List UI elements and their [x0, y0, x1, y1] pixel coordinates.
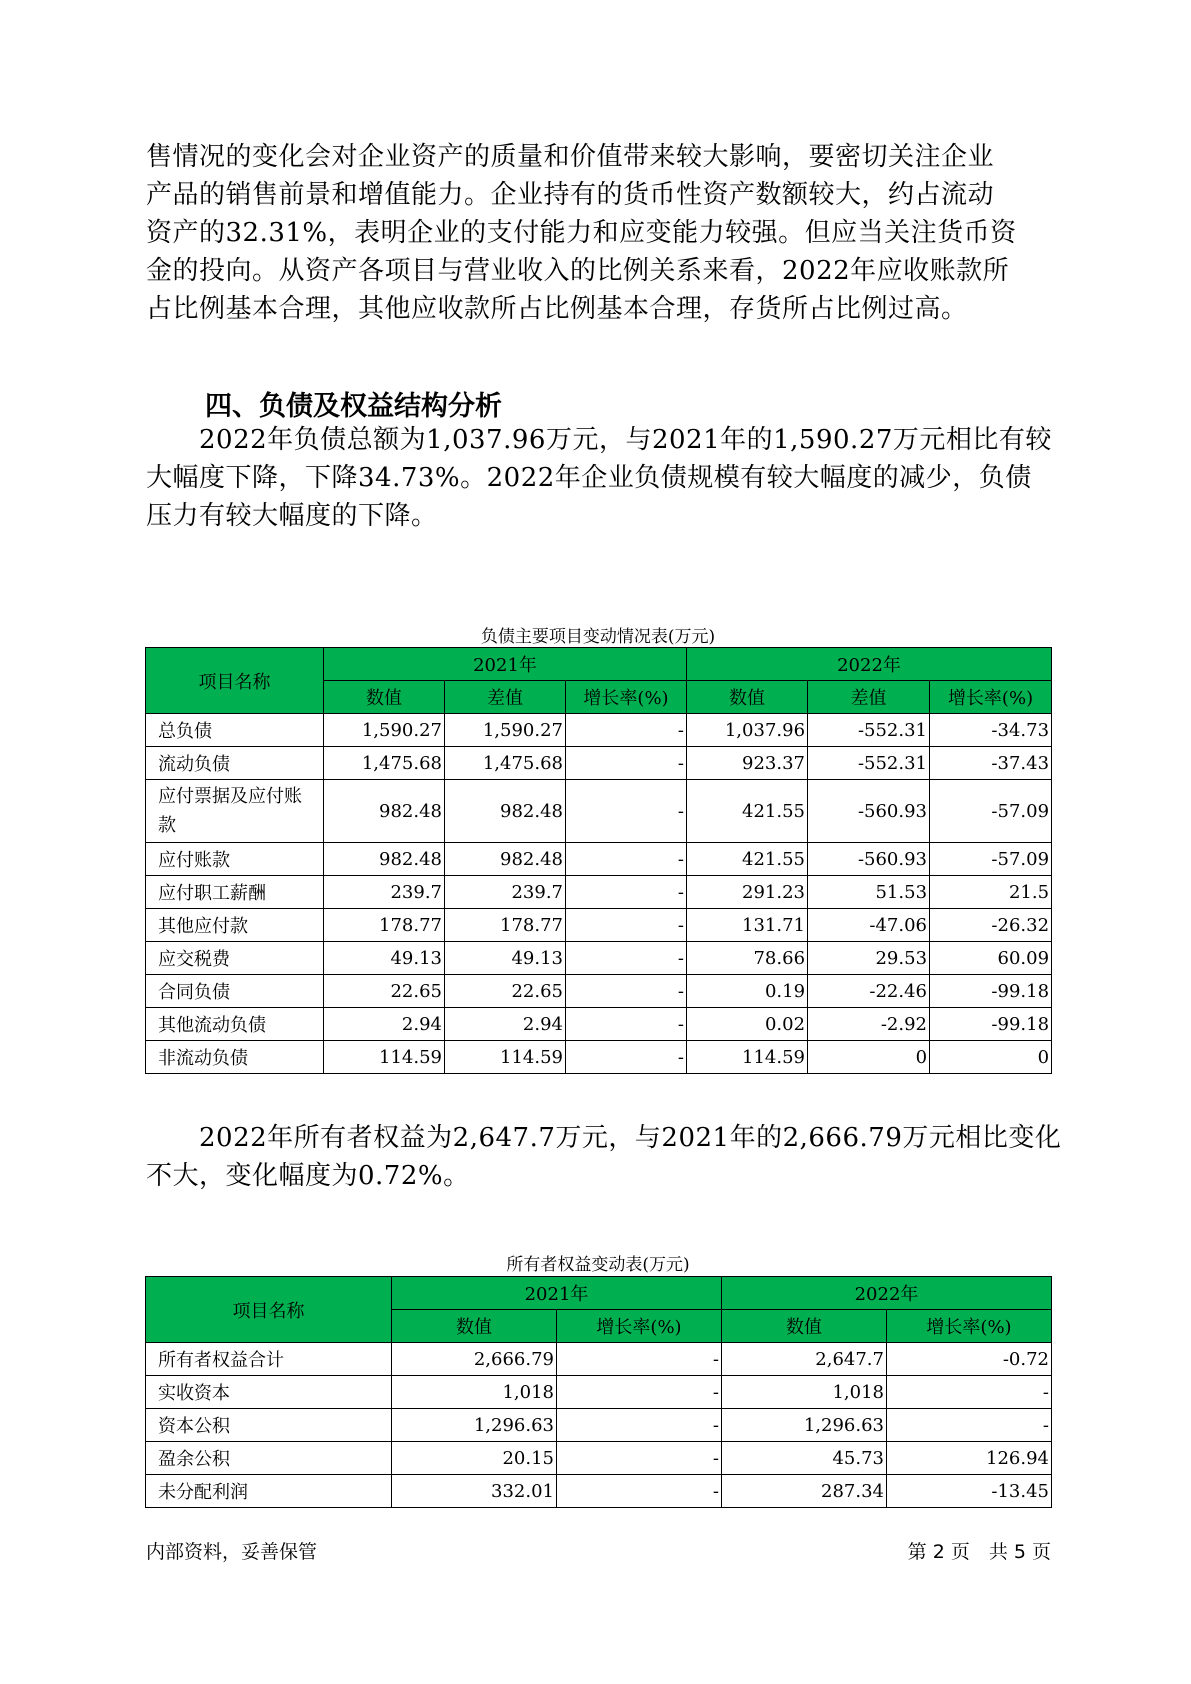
row-label: 其他应付款 — [146, 909, 324, 942]
liabilities-table — [145, 647, 1052, 1074]
cell-value: -560.93 — [808, 780, 930, 843]
cell-value: 45.73 — [722, 1442, 887, 1475]
cell-value: -26.32 — [930, 909, 1052, 942]
cell-value: 923.37 — [687, 747, 808, 780]
cell-value: 982.48 — [445, 843, 566, 876]
cell-value: 22.65 — [324, 975, 445, 1008]
table-row — [146, 1442, 1052, 1475]
paragraph-assets-summary — [146, 138, 1050, 328]
row-label: 未分配利润 — [146, 1475, 392, 1508]
cell-value: 1,475.68 — [324, 747, 445, 780]
cell-value: 1,590.27 — [445, 714, 566, 747]
cell-value: -0.72 — [887, 1343, 1052, 1376]
cell-value: 332.01 — [392, 1475, 557, 1508]
text-line: 占比例基本合理，其他应收款所占比例基本合理，存货所占比例过高。 — [146, 294, 968, 324]
column-header-growth-rate: 增长率(%) — [887, 1310, 1052, 1343]
table-row — [146, 1475, 1052, 1508]
row-label: 非流动负债 — [146, 1041, 324, 1074]
cell-value: 1,475.68 — [445, 747, 566, 780]
cell-value: 51.53 — [808, 876, 930, 909]
cell-value: 1,018 — [722, 1376, 887, 1409]
table-row — [146, 1376, 1052, 1409]
cell-value: -13.45 — [887, 1475, 1052, 1508]
text-line: 压力有较大幅度的下降。 — [146, 501, 438, 531]
cell-value: - — [557, 1409, 722, 1442]
cell-value: - — [566, 780, 687, 843]
cell-value: -560.93 — [808, 843, 930, 876]
cell-value: -57.09 — [930, 780, 1052, 843]
cell-value: 0.19 — [687, 975, 808, 1008]
cell-value: 287.34 — [722, 1475, 887, 1508]
cell-value: 131.71 — [687, 909, 808, 942]
cell-value: -37.43 — [930, 747, 1052, 780]
table-row — [146, 780, 1052, 843]
text-line: 售情况的变化会对企业资产的质量和价值带来较大影响，要密切关注企业 — [146, 142, 995, 172]
table-row — [146, 909, 1052, 942]
cell-value: 49.13 — [324, 942, 445, 975]
cell-value: - — [566, 747, 687, 780]
equity-table — [145, 1276, 1052, 1508]
cell-value: 982.48 — [445, 780, 566, 843]
table-row — [146, 1041, 1052, 1074]
row-label: 应付职工薪酬 — [146, 876, 324, 909]
cell-value: 0 — [930, 1041, 1052, 1074]
cell-value: 421.55 — [687, 843, 808, 876]
table-row — [146, 1409, 1052, 1442]
cell-value: - — [566, 1008, 687, 1041]
cell-value: 49.13 — [445, 942, 566, 975]
cell-value: -552.31 — [808, 747, 930, 780]
cell-value: 178.77 — [324, 909, 445, 942]
cell-value: - — [557, 1475, 722, 1508]
cell-value: - — [557, 1376, 722, 1409]
column-header-year-2022: 2022年 — [687, 648, 1052, 681]
row-label: 应付票据及应付账款 — [146, 780, 324, 843]
row-label: 资本公积 — [146, 1409, 392, 1442]
cell-value: -22.46 — [808, 975, 930, 1008]
cell-value: -34.73 — [930, 714, 1052, 747]
row-label: 总负债 — [146, 714, 324, 747]
table-row — [146, 1008, 1052, 1041]
footer-confidential-note: 内部资料，妥善保管 — [146, 1541, 318, 1563]
table2-caption: 所有者权益变动表(万元) — [506, 1255, 690, 1275]
cell-value: 0 — [808, 1041, 930, 1074]
cell-value: - — [566, 843, 687, 876]
cell-value: 421.55 — [687, 780, 808, 843]
cell-value: - — [566, 942, 687, 975]
cell-value: 982.48 — [324, 843, 445, 876]
column-header-value: 数值 — [392, 1310, 557, 1343]
cell-value: -552.31 — [808, 714, 930, 747]
cell-value: 114.59 — [687, 1041, 808, 1074]
cell-value: 0.02 — [687, 1008, 808, 1041]
table-row — [146, 843, 1052, 876]
cell-value: - — [566, 876, 687, 909]
column-header-year-2022: 2022年 — [722, 1277, 1052, 1310]
cell-value: 1,018 — [392, 1376, 557, 1409]
cell-value: 239.7 — [324, 876, 445, 909]
cell-value: 291.23 — [687, 876, 808, 909]
row-label: 应付账款 — [146, 843, 324, 876]
cell-value: -47.06 — [808, 909, 930, 942]
text-line: 2022年负债总额为1,037.96万元，与2021年的1,590.27万元相比有较 — [146, 425, 1052, 455]
column-header-value: 数值 — [687, 681, 808, 714]
row-label: 所有者权益合计 — [146, 1343, 392, 1376]
cell-value: 29.53 — [808, 942, 930, 975]
cell-value: 78.66 — [687, 942, 808, 975]
table-row — [146, 747, 1052, 780]
column-header-growth-rate: 增长率(%) — [930, 681, 1052, 714]
cell-value: 126.94 — [887, 1442, 1052, 1475]
cell-value: 1,590.27 — [324, 714, 445, 747]
cell-value: 22.65 — [445, 975, 566, 1008]
table-row — [146, 1343, 1052, 1376]
cell-value: 982.48 — [324, 780, 445, 843]
column-header-difference: 差值 — [808, 681, 930, 714]
paragraph-equity — [146, 1119, 1062, 1195]
cell-value: - — [566, 714, 687, 747]
column-header-value: 数值 — [722, 1310, 887, 1343]
row-label: 应交税费 — [146, 942, 324, 975]
cell-value: - — [887, 1409, 1052, 1442]
row-label: 流动负债 — [146, 747, 324, 780]
cell-value: - — [566, 1041, 687, 1074]
cell-value: -57.09 — [930, 843, 1052, 876]
row-label: 实收资本 — [146, 1376, 392, 1409]
section-heading: 四、负债及权益结构分析 — [205, 391, 502, 422]
column-header-item-name: 项目名称 — [146, 648, 324, 714]
column-header-growth-rate: 增长率(%) — [566, 681, 687, 714]
table-row — [146, 975, 1052, 1008]
cell-value: - — [887, 1376, 1052, 1409]
text-line: 大幅度下降，下降34.73%。2022年企业负债规模有较大幅度的减少，负债 — [146, 463, 1032, 493]
row-label: 合同负债 — [146, 975, 324, 1008]
cell-value: 1,037.96 — [687, 714, 808, 747]
column-header-value: 数值 — [324, 681, 445, 714]
cell-value: 1,296.63 — [392, 1409, 557, 1442]
cell-value: 2,647.7 — [722, 1343, 887, 1376]
cell-value: - — [557, 1343, 722, 1376]
table1-caption: 负债主要项目变动情况表(万元) — [480, 627, 716, 647]
footer-page-number: 第 2 页 共 5 页 — [907, 1541, 1051, 1563]
cell-value: 2,666.79 — [392, 1343, 557, 1376]
cell-value: 60.09 — [930, 942, 1052, 975]
cell-value: 20.15 — [392, 1442, 557, 1475]
text-line: 金的投向。从资产各项目与营业收入的比例关系来看，2022年应收账款所 — [146, 256, 1010, 286]
cell-value: 178.77 — [445, 909, 566, 942]
cell-value: -2.92 — [808, 1008, 930, 1041]
table-row — [146, 876, 1052, 909]
cell-value: - — [566, 975, 687, 1008]
cell-value: - — [557, 1442, 722, 1475]
cell-value: - — [566, 909, 687, 942]
table-row — [146, 714, 1052, 747]
cell-value: 1,296.63 — [722, 1409, 887, 1442]
cell-value: 239.7 — [445, 876, 566, 909]
cell-value: 2.94 — [324, 1008, 445, 1041]
cell-value: 114.59 — [445, 1041, 566, 1074]
cell-value: -99.18 — [930, 975, 1052, 1008]
paragraph-liabilities — [146, 421, 1050, 535]
column-header-item-name: 项目名称 — [146, 1277, 392, 1343]
column-header-year-2021: 2021年 — [324, 648, 687, 681]
column-header-growth-rate: 增长率(%) — [557, 1310, 722, 1343]
text-line: 产品的销售前景和增值能力。企业持有的货币性资产数额较大，约占流动 — [146, 180, 995, 210]
text-line: 资产的32.31%，表明企业的支付能力和应变能力较强。但应当关注货币资 — [146, 218, 1017, 248]
table-row — [146, 942, 1052, 975]
cell-value: 114.59 — [324, 1041, 445, 1074]
cell-value: 21.5 — [930, 876, 1052, 909]
row-label: 其他流动负债 — [146, 1008, 324, 1041]
column-header-difference: 差值 — [445, 681, 566, 714]
cell-value: -99.18 — [930, 1008, 1052, 1041]
text-line: 不大，变化幅度为0.72%。 — [146, 1161, 470, 1191]
row-label: 盈余公积 — [146, 1442, 392, 1475]
text-line: 2022年所有者权益为2,647.7万元，与2021年的2,666.79万元相比变化 — [146, 1123, 1062, 1153]
column-header-year-2021: 2021年 — [392, 1277, 722, 1310]
cell-value: 2.94 — [445, 1008, 566, 1041]
